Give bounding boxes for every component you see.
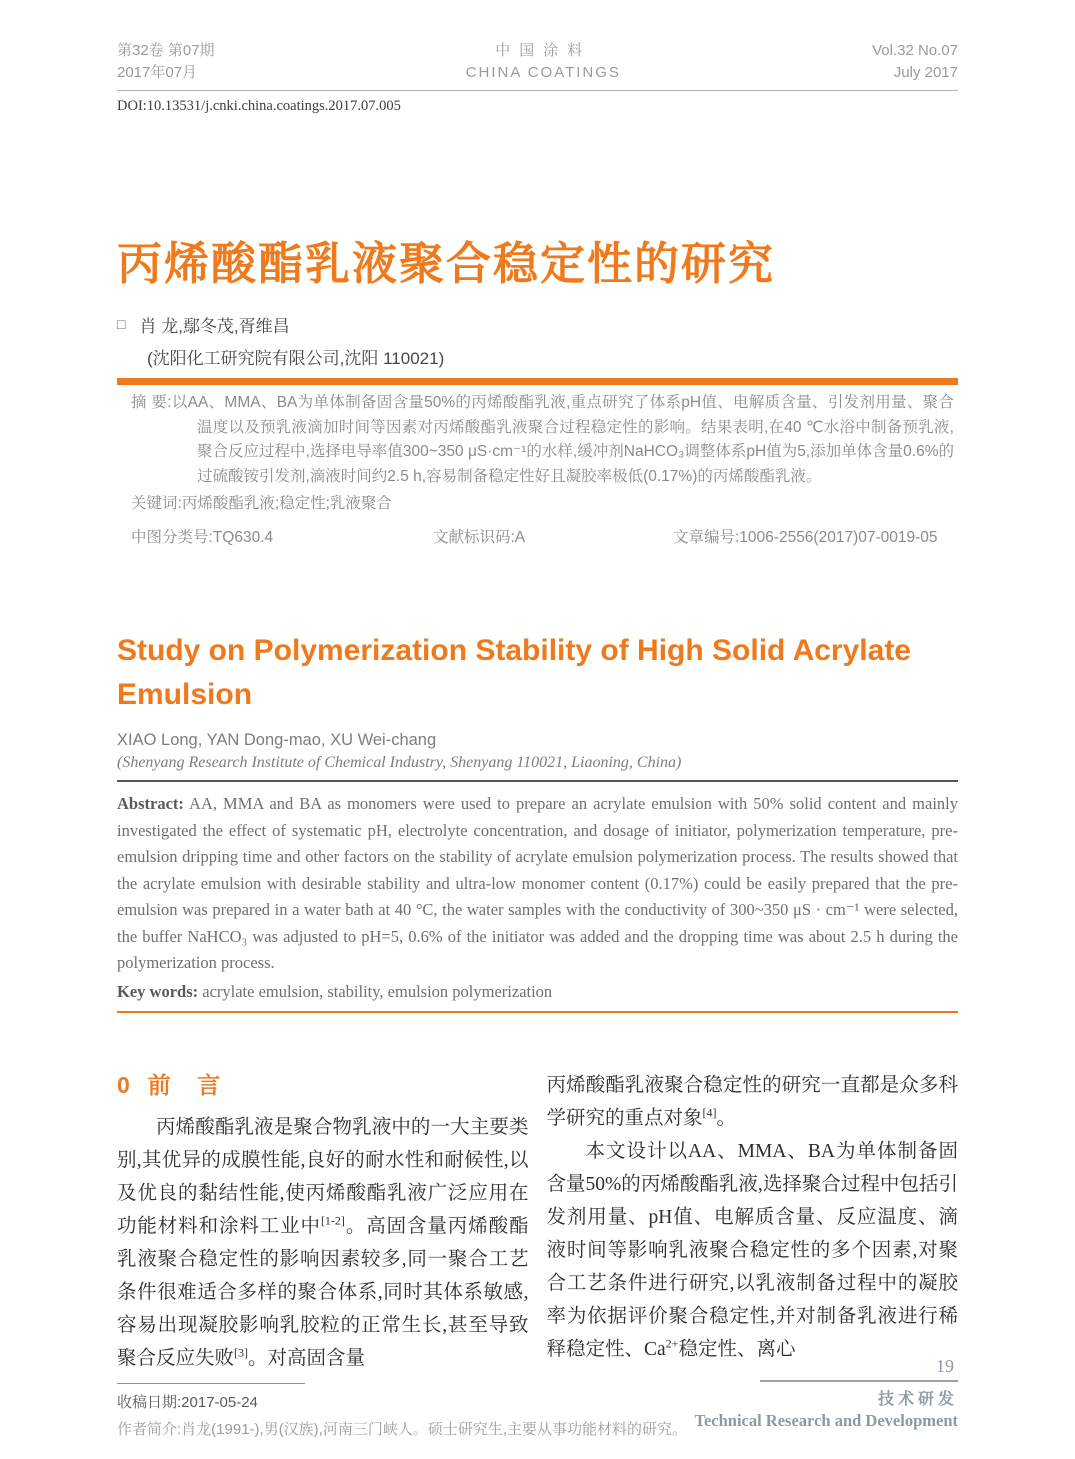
received-date: 收稿日期:2017-05-24 [117, 1393, 258, 1411]
intro-paragraph-right-2 [547, 1135, 959, 1366]
intro-right2-seg1: 本文设计以AA、MMA、BA为单体制备固含量50%的丙烯酸酯乳液,选择聚合过程中包括引发剂用量、pH值、电解质含量、反应温度、滴液时间等影响乳液聚合稳定性的多个因素,对聚合工艺条件进行研究,以乳液制备过程中的凝胶率为依据评价聚合稳定性,并对制备乳液进行稀释稳定性、Ca [546, 1140, 958, 1360]
article-id: 文章编号:1006-2556(2017)07-0019-05 [673, 529, 938, 546]
volume-issue-en: Vol.32 No.07 [872, 42, 958, 59]
keywords-label-en: Key words: [117, 981, 199, 1001]
intro-right2-seg2: 稳定性、离心 [678, 1338, 796, 1360]
section-number: 0 [117, 1071, 130, 1098]
keywords-en [117, 979, 958, 1005]
clc-number: 中图分类号:TQ630.4 [131, 529, 274, 546]
article-title-cn: 丙烯酸酯乳液聚合稳定性的研究 [117, 238, 776, 289]
date-cn: 2017年07月 [117, 64, 198, 81]
journal-name-cn: 中国涂料 [495, 42, 592, 59]
citation-ref-4: [4] [702, 1105, 717, 1119]
abstract-en [117, 791, 958, 977]
abstract-bottom-rule [117, 1011, 958, 1013]
author-bio: 作者简介:肖龙(1991-),男(汉族),河南三门峡人。硕士研究生,主要从事功能材料的研究。 [117, 1420, 688, 1438]
keywords-text-en: acrylate emulsion, stability, emulsion polymerization [198, 981, 553, 1001]
intro-left-seg2: 。高固含量丙烯酸酯乳液聚合稳定性的影响因素较多,同一聚合工艺条件很难适合多样的聚合体系,同时其体系敏感,容易出现凝胶影响乳胶粒的正常生长,甚至导致聚合反应失败 [117, 1215, 529, 1369]
masthead-volume-issue-en [872, 40, 958, 84]
abstract-label-cn: 摘 要: [131, 394, 172, 411]
section-title: 前 言 [147, 1071, 231, 1098]
keywords-text-cn: 丙烯酸酯乳液;稳定性;乳液聚合 [181, 495, 392, 512]
masthead-volume-issue-cn [117, 40, 215, 84]
abstract-top-rule [117, 780, 958, 782]
article-title-en: Study on Polymerization Stability of High Solid Acrylate Emulsion [117, 634, 911, 711]
authors-row-cn [117, 312, 958, 337]
intro-right-column [547, 1069, 959, 1375]
abstract-text-en: AA, MMA and BA as monomers were used to prepare an acrylate emulsion with 50% solid content and mainly investigated the effect of systematic pH, electrolyte concentration, and dosage of initiator, polymerization temperature, pre-emulsion dripping time and other factors on the stability of acrylate emulsion polymerization process. The results showed that the acrylate emulsion with desirable stability and ultra-low monomer content (0.17%) could be easily prepared that the pre-emulsion was prepared in a water bath at 40 °C, the water samples with the conductivity of 300~350 μS · cm⁻¹ were selected, the buffer NaHCO₃ was adjusted to pH=5, 0.6% of the initiator was added and the dropping time was about 2.5 h during the polymerization process. [117, 794, 958, 972]
ca-superscript: 2+ [665, 1336, 679, 1350]
title-divider-bar [117, 378, 958, 385]
affiliation-en: (Shenyang Research Institute of Chemical Industry, Shenyang 110021, Liaoning, China) [117, 754, 682, 771]
intro-left-seg1: 丙烯酸酯乳液是聚合物乳液中的一大主要类别,其优异的成膜性能,良好的耐水性和耐候性,以及优良的黏结性能,使丙烯酸酯乳液广泛应用在功能材料和涂料工业中 [117, 1116, 529, 1237]
abstract-text-cn: 以AA、MMA、BA为单体制备固含量50%的丙烯酸酯乳液,重点研究了体系pH值、电解质含量、引发剂用量、聚合温度以及预乳液滴加时间等因素对丙烯酸酯乳液聚合过程稳定性的影响。结果表明,在40 ℃水浴中制备预乳液,聚合反应过程中,选择电导率值300~350 μS·cm⁻¹的水样,缓冲剂NaHCO₃调整体系pH值为5,添加单体含量0.6%的过硫酸铵引发剂,滴液时间约2.5 h,容易制备稳定性好且凝胶率极低(0.17%)的丙烯酸酯乳液。 [171, 394, 954, 485]
intro-section [117, 1069, 958, 1375]
authors-en: XIAO Long, YAN Dong-mao, XU Wei-chang [117, 731, 437, 749]
classification-row [131, 525, 958, 547]
authors-cn: 肖 龙,鄢冬茂,胥维昌 [139, 317, 290, 336]
page-footer [678, 1356, 958, 1431]
volume-issue-cn: 第32卷 第07期 [117, 42, 215, 59]
footer-rule [760, 1380, 958, 1382]
intro-right-seg2: 。 [716, 1107, 737, 1129]
journal-masthead [117, 40, 958, 91]
journal-name-en: CHINA COATINGS [465, 64, 621, 81]
footnote-rule [117, 1383, 305, 1384]
citation-ref-1-2: [1-2] [320, 1213, 345, 1227]
section-heading [117, 1069, 529, 1102]
intro-left-column [117, 1069, 529, 1375]
page-number: 19 [936, 1356, 954, 1376]
masthead-journal-name [466, 40, 621, 84]
intro-right-seg1: 丙烯酸酯乳液聚合稳定性的研究一直都是众多科学研究的重点对象 [546, 1074, 958, 1129]
intro-paragraph-right-1 [547, 1069, 959, 1135]
keywords-cn [131, 492, 958, 516]
column-name-cn: 技术研发 [877, 1391, 958, 1408]
date-en: July 2017 [893, 64, 958, 81]
author-marker-square-icon: □ [117, 315, 126, 332]
doi-line: DOI:10.13531/j.cnki.china.coatings.2017.07.005 [117, 98, 401, 114]
intro-paragraph-left [117, 1111, 529, 1375]
affiliation-cn: (沈阳化工研究院有限公司,沈阳 110021) [147, 349, 445, 368]
citation-ref-3: [3] [234, 1345, 249, 1359]
abstract-label-en: Abstract: [117, 794, 184, 813]
abstract-cn [131, 391, 954, 489]
column-name-en: Technical Research and Development [694, 1411, 958, 1430]
intro-left-seg3: 。对高固含量 [248, 1347, 366, 1369]
document-code: 文献标识码:A [433, 529, 526, 546]
keywords-label-cn: 关键词: [131, 495, 182, 512]
